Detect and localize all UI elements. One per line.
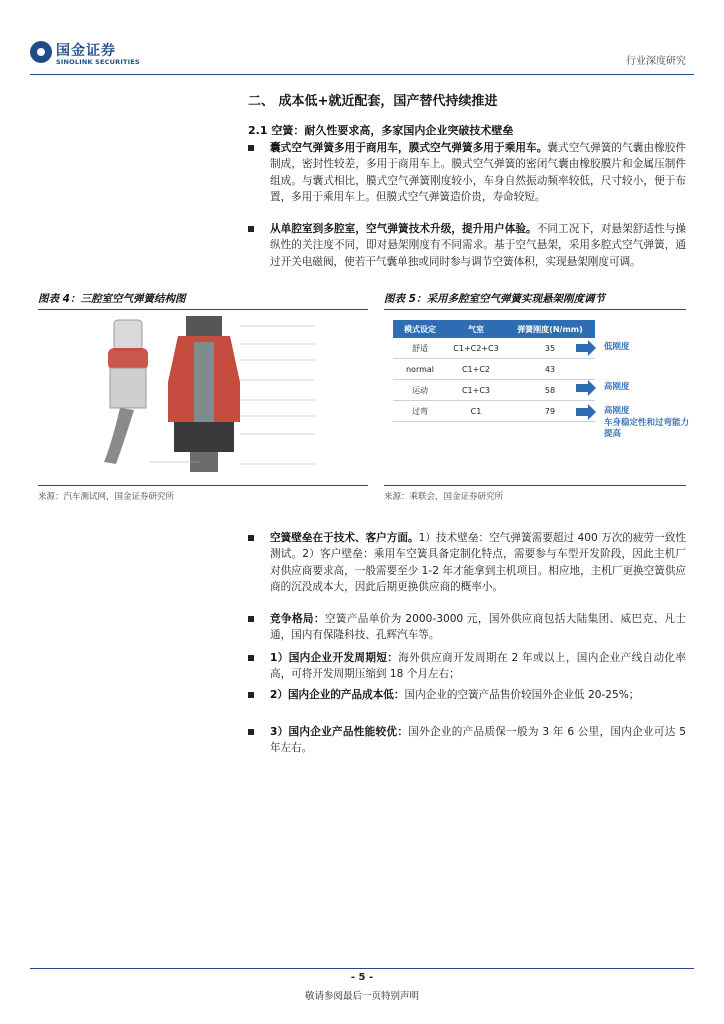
bullet-item <box>248 687 686 703</box>
table-cell: 58 <box>505 380 595 401</box>
table-cell: 舒适 <box>393 338 447 359</box>
bullet-item <box>248 140 686 205</box>
table-cell: normal <box>393 359 447 380</box>
table-cell: C1 <box>447 401 505 422</box>
table-cell: 43 <box>505 359 595 380</box>
bullet-item <box>248 530 686 595</box>
bullet-text: 空簧产品单价为 2000-3000 元，国外供应商包括大陆集团、威巴克、凡士通，国内有保隆科技、孔辉汽车等。 <box>270 613 687 642</box>
logo-mark-icon <box>30 41 52 63</box>
bullet-square-icon <box>248 535 254 541</box>
section-heading: 二、 成本低+就近配套，国产替代持续推进 <box>248 94 498 109</box>
table-cell: 35 <box>505 338 595 359</box>
table-header: 模式设定 <box>393 320 447 338</box>
arrow-right-icon <box>576 384 588 392</box>
disclaimer-note: 敬请参阅最后一页特别声明 <box>304 991 419 1002</box>
table-cell: C1+C3 <box>447 380 505 401</box>
bullet-square-icon <box>248 616 254 622</box>
bullet-square-icon <box>248 145 254 151</box>
bullet-bold: 空簧壁垒在于技术、客户方面。 <box>270 532 419 544</box>
table-row <box>393 338 595 359</box>
stiffness-table <box>393 320 595 422</box>
figure5-title: 图表 5：采用多腔室空气弹簧实现悬架刚度调节 <box>384 293 605 305</box>
bullet-text: 国内企业的空簧产品售价较国外企业低 20-25%； <box>404 689 640 701</box>
table-header-row <box>393 320 595 338</box>
page-number: - 5 - <box>350 972 374 983</box>
bullet-item <box>248 221 686 270</box>
bullet-item <box>248 611 686 644</box>
bullet-square-icon <box>248 692 254 698</box>
figure4-rule <box>38 309 368 310</box>
figure5-source: 来源：乘联会，国金证券研究所 <box>384 492 504 502</box>
bullet-item <box>248 650 686 683</box>
bullet-bold: 竞争格局： <box>270 613 325 625</box>
bullet-text: 海外供应商开发周期在 2 年或以上，国内企业产线自动化率高，可将开发周期压缩到 18 个月左右； <box>270 652 686 681</box>
table-cell: 运动 <box>393 380 447 401</box>
bullet-text: 囊式空气弹簧的气囊由橡胶件制成，密封性较差，多用于商用车上。膜式空气弹簧的密闭气囊由橡胶膜片和金属压制件组成。与囊式相比，膜式空气弹簧刚度较小，车身自然振动频率较低，尺寸较小，便于布置，多用于乘用车上。但膜式空气弹簧造价贵，寿命较短。 <box>270 142 687 203</box>
bullet-text: 国外企业的产品质保一般为 3 年 6 公里，国内企业可达 5 年左右。 <box>270 726 686 755</box>
annotation-high: 高刚度 <box>604 382 630 392</box>
logo-en: SINOLINK SECURITIES <box>56 58 140 66</box>
table-header: 弹簧刚度(N/mm) <box>505 320 595 338</box>
arrow-right-icon <box>576 408 588 416</box>
table-cell: C1+C2 <box>447 359 505 380</box>
sub-heading: 2.1 空簧：耐久性要求高，多家国内企业突破技术壁垒 <box>248 124 514 137</box>
header-divider <box>30 74 694 75</box>
table-row <box>393 380 595 401</box>
figure4-bottom-rule <box>38 485 368 486</box>
logo-cn: 国金证券 <box>56 43 116 59</box>
air-spring-diagram <box>90 312 320 482</box>
figure4-source: 来源：汽车测试网，国金证券研究所 <box>38 492 175 502</box>
bullet-square-icon <box>248 226 254 232</box>
bullet-item <box>248 724 686 757</box>
table-header: 气室 <box>447 320 505 338</box>
table-cell: 过弯 <box>393 401 447 422</box>
table-row <box>393 359 595 380</box>
annotation-low: 低刚度 <box>604 342 630 352</box>
bullet-bold: 1）国内企业开发周期短： <box>270 652 399 664</box>
bullet-text: 不同工况下，对悬架舒适性与操纵性的关注度不同，即对悬架刚度有不同需求。基于空气悬架，采用多腔式空气弹簧，通过开关电磁阀，使若干气囊单独或同时参与调节空簧体积，实现悬架刚度可调。 <box>270 223 687 268</box>
bullet-square-icon <box>248 729 254 735</box>
bullet-bold: 从单腔室到多腔室，空气弹簧技术升级，提升用户体验。 <box>270 223 537 235</box>
bullet-bold: 2）国内企业的产品成本低： <box>270 689 405 701</box>
table-cell: 79 <box>505 401 595 422</box>
annotation-stability: 车身稳定性和过弯能力提高 <box>604 418 690 439</box>
arrow-right-icon <box>576 344 588 352</box>
figure4-title: 图表 4：三腔室空气弹簧结构图 <box>38 293 186 305</box>
figure5-bottom-rule <box>384 485 686 486</box>
bullet-square-icon <box>248 655 254 661</box>
bullet-bold: 囊式空气弹簧多用于商用车，膜式空气弹簧多用于乘用车。 <box>270 142 548 154</box>
footer-divider <box>30 968 694 969</box>
report-type: 行业深度研究 <box>626 56 686 67</box>
bullet-text: 1）技术壁垒：空气弹簧需要超过 400 万次的疲劳一致性测试。2）客户壁垒：乘用车空簧具备定制化特点，需要参与车型开发阶段，因此主机厂对供应商要求高，一般需要至少 1-2 年才能拿到主机项目。相应地，主机厂更换空簧供应商的沉没成本大，因此后期更换供应商的概率小。 <box>270 532 687 593</box>
table-row <box>393 401 595 422</box>
table-cell: C1+C2+C3 <box>447 338 505 359</box>
annotation-high-2: 高刚度 <box>604 406 630 416</box>
bullet-bold: 3）国内企业产品性能较优： <box>270 726 409 738</box>
figure5-rule <box>384 309 686 310</box>
